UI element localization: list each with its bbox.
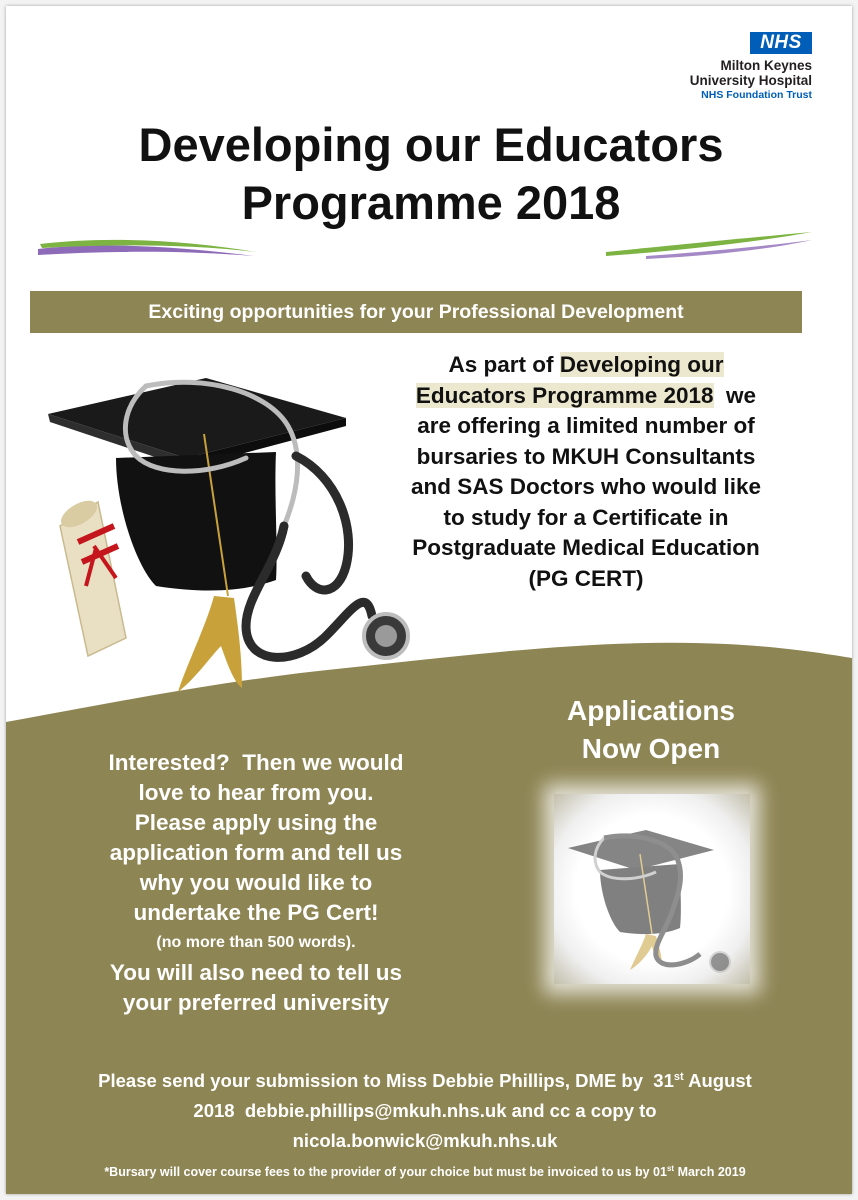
intro-line1-highlight: Developing our: [559, 352, 724, 377]
applications-line1: Applications: [566, 695, 735, 726]
title-line1: Developing our Educators: [138, 118, 724, 171]
faded-graduation-photo: [554, 794, 750, 984]
interest-line8: You will also need to tell us: [109, 960, 403, 985]
org-name-line2: University Hospital: [689, 73, 812, 88]
intro-line4: bursaries to MKUH Consultants: [416, 443, 756, 469]
submission-line3: nicola.bonwick@mkuh.nhs.uk: [292, 1130, 558, 1151]
interest-paragraph: [36, 748, 476, 1018]
interest-line5: why you would like to: [139, 870, 373, 895]
interest-line4: application form and tell us: [109, 840, 403, 865]
intro-line2-highlight: Educators Programme 2018: [415, 382, 714, 408]
footnote-date-suffix: st: [666, 1163, 675, 1173]
interest-line9: your preferred university: [122, 990, 390, 1015]
intro-line7: Postgraduate Medical Education: [412, 535, 760, 560]
org-name-line3: NHS Foundation Trust: [701, 89, 812, 101]
intro-line5: and SAS Doctors who would like: [410, 474, 762, 499]
interest-line3: Please apply using the: [134, 810, 378, 835]
submission-instructions: [30, 1066, 820, 1156]
diploma-scroll-icon: [57, 495, 126, 656]
submission-line1-suffix: August: [683, 1070, 752, 1091]
intro-line3: are offering a limited number of: [417, 413, 755, 438]
bursary-footnote: [30, 1164, 820, 1180]
subtitle-banner: Exciting opportunities for your Professional Development: [30, 291, 802, 333]
intro-line1-prefix: As part of: [448, 352, 560, 377]
submission-line2: 2018 debbie.phillips@mkuh.nhs.uk and cc a copy to: [193, 1100, 657, 1121]
page-title: [86, 116, 776, 232]
intro-line2-suffix: we: [713, 382, 757, 408]
faded-graduation-icon: [554, 794, 750, 984]
nhs-logo: NHS: [750, 32, 812, 54]
submission-line1-prefix: Please send your submission to Miss Debbie Phillips, DME by 31: [98, 1070, 674, 1091]
intro-paragraph: [346, 350, 826, 594]
footnote-prefix: *Bursary will cover course fees to the provider of your choice but must be invoiced to us by 01: [104, 1165, 667, 1179]
interest-line7: (no more than 500 words).: [156, 934, 356, 951]
intro-line6: to study for a Certificate in: [443, 504, 729, 530]
title-line2: Programme 2018: [241, 176, 621, 229]
applications-line2: Now Open: [581, 733, 721, 764]
applications-open-heading: [526, 692, 776, 768]
submission-date-suffix: st: [673, 1070, 684, 1083]
org-name-line1: Milton Keynes: [720, 58, 812, 73]
footnote-suffix: March 2019: [674, 1165, 746, 1179]
interest-line2: love to hear from you.: [138, 780, 374, 805]
poster: [6, 6, 852, 1194]
interest-line6: undertake the PG Cert!: [133, 900, 379, 925]
intro-line8: (PG CERT): [528, 565, 644, 591]
interest-line1: Interested? Then we would: [108, 750, 404, 775]
